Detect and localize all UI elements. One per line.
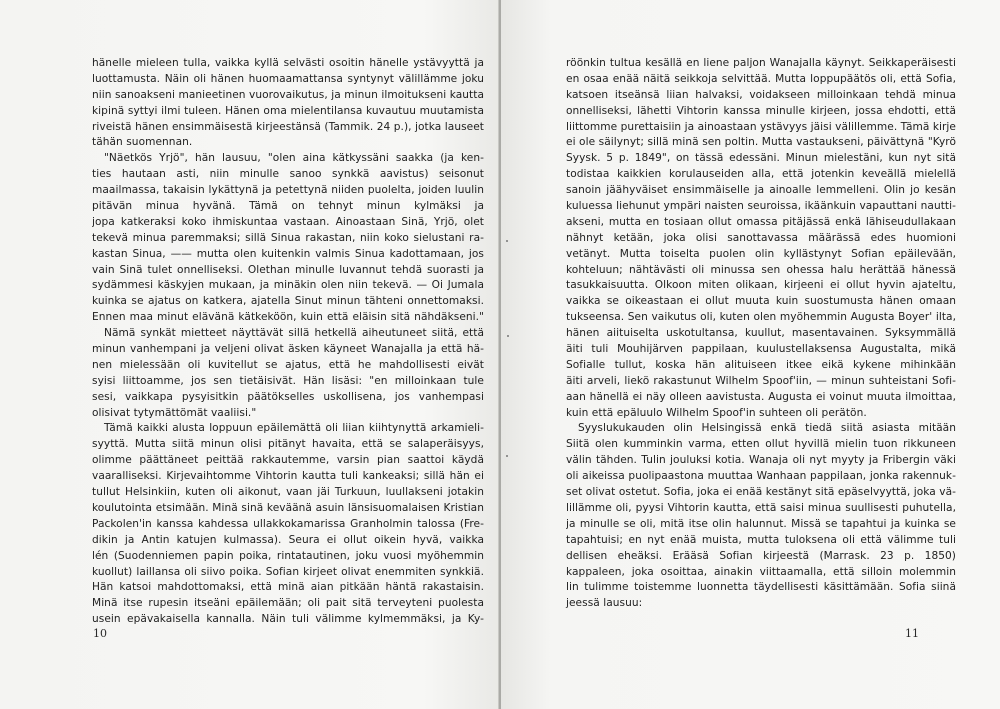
text-line: kuin että epäluulo Wilhelm Spoof'in suhteen oli perätön. [566, 406, 867, 419]
text-line: kuluessa liehunut ympäri naisten seuroissa, ikäänkuin vapauttani nautti- [566, 200, 956, 213]
text-line: kappaleen, joka osoittaa, ainakin viittaamalla, että silloin molemmin [566, 565, 956, 578]
text-line: kohteluun; nähtävästi oli minussa sen ohessa halu herättää hänessä [566, 263, 956, 276]
text-line: dikin ja Antin katujen kulmassa). Seura ei ollut oikein hyvä, vaikka [92, 533, 484, 546]
text-line: hänelle mieleen tulla, vaikka kyllä selvästi osoitin hänelle ystävyyttä ja [92, 57, 484, 69]
text-line: minun vanhempani ja veljeni olivat äsken käyneet Wanajalla ja että hä- [92, 343, 484, 356]
text-line: dellisen eheäksi. Erääsä Sofian kirjeestä (Marrask. 23 p. 1850) [566, 549, 956, 562]
text-line: Nämä synkät mietteet näyttävät sillä hetkellä aiheutuneet siitä, että [104, 327, 484, 340]
text-line: ei ole säilynyt; sillä minä sen poltin. Mutta vastaukseni, päivättynä "Kyrö [566, 136, 956, 149]
text-line: usein epävakaisella kannalla. Näin tuli välimme kylmemmäksi, ja Ky- [92, 613, 484, 626]
text-line: pitävän minua hyvänä. Tämä on tehnyt minun kylmäksi ja [92, 200, 484, 213]
text-line: tekevä minua paremmaksi; sillä Sinua rakastan, niin koko sielustani ra- [92, 231, 484, 244]
right-page-number: 11 [905, 627, 919, 640]
text-line: Ennen maa minut elävänä kätkeköön, kuin että eläisin sitä nähdäkseni." [92, 311, 484, 324]
text-line: Packolen'in kanssa kahdessa ullakkokamarissa Granholmin talossa (Fre- [92, 517, 484, 530]
text-line: syisi liittoamme, jos sen tietäisivät. Hän lisäsi: "en milloinkaan tule [92, 374, 484, 387]
left-page-number: 10 [93, 627, 107, 640]
text-line: lin tulimme toistemme luonnetta täydellisesti käsittämään. Sofia siinä [566, 581, 956, 594]
left-page [0, 0, 499, 709]
text-line: Syysk. 5 p. 1849", on tässä edessäni. Minun mielestäni, kun nyt sitä [566, 152, 956, 165]
text-line: äiti arveli, liekö rakastunut Wilhelm Spoof'iin, — minun suhteistani Sofi- [566, 374, 956, 387]
text-line: oli aikeissa puolipaastona muuttaa Wanhaan pappilaan, jonka rakennuk- [566, 470, 956, 483]
text-line: akseni, mutta en tosiaan ollut omassa pitäjässä enkä lähiseudullakaan [566, 215, 956, 228]
text-line: luottamusta. Näin oli hänen huomaamattansa syntynyt välillämme joku [92, 72, 484, 85]
text-line: ja minulle se oli, mitä itse olin halunnut. Missä se tapahtui ja kuinka se [566, 517, 956, 530]
text-line: nen mielessään oli kuvitellut se ajatus, että he mahdollisesti eivät [92, 358, 484, 371]
text-line: olisivat tytymättömät vaaliisi." [92, 406, 257, 419]
text-line: Minä itse rupesin itseäni epäilemään; oli pait sitä terveyteni puolesta [92, 597, 484, 610]
text-line: vaaralliseksi. Kirjevaihtomme Vihtorin kautta tuli kankeaksi; sillä hän ei [92, 470, 484, 483]
text-line: syyttä. Mutta siitä minun olisi pitänyt havaita, että se salaperäisyys, [92, 438, 484, 451]
text-line: Siitä olen kumminkin varma, etten ollut hyvillä mielin tuon rikkuneen [566, 438, 956, 451]
text-line: Tämä kaikki alusta loppuun epäilemättä oli liian kiihtynyttä arkamieli- [104, 422, 484, 435]
text-line: riveistä hänen ensimmäisestä kirjeestänsä (Tammik. 24 p.), jotka lauseet [92, 120, 484, 133]
text-line: nähnyt ketään, joka olisi sanottavassa määrässä edes huomioni [566, 231, 956, 244]
text-line: tukseensa. Sen vaikutus oli, kuten olen myöhemmin Augusta Boyer' ilta, [566, 311, 956, 324]
text-line: todistaa kaikkien korulauseiden alla, että jotenkin keveällä mielellä [566, 168, 956, 181]
text-line: kuinka se ajatus on katkera, ajatella Sinut minun tähteni onnettomaksi. [92, 295, 484, 308]
text-line: katsoen itseänsä liian halvaksi, voidakseen milloinkaan tehdä minua [566, 88, 956, 101]
paper-speck [506, 240, 508, 242]
right-page [501, 0, 1000, 709]
text-line: ties hautaan asti, niin minulle sanoo synkkä aavistus) seisonut [92, 168, 484, 181]
text-line: äiti tuli Mouhijärven pappilaan, kuulustellaksensa Augustalta, mikä [566, 343, 956, 356]
text-line: set olivat ostetut. Sofia, joka ei enää kestänyt sitä epäselvyyttä, joka vä- [566, 486, 956, 499]
text-line: onnelliseksi, lähetti Vihtorin kanssa minulle kirjeen, jossa ehdotti, että [566, 104, 956, 117]
text-line: tasukkaisuutta. Olkoon miten olikaan, kirjeeni ei ollut hyvin ajateltu, [566, 279, 956, 292]
paper-speck [507, 335, 509, 337]
text-line: vetänyt. Mutta toiselta puolen olin kyllästynyt Sofian epäilevään, [566, 247, 956, 260]
text-line: lén (Suodenniemen papin poika, rintatautinen, joku vuosi myöhemmin [92, 549, 484, 562]
text-line: vaikka se oikeastaan ei ollut muuta kuin suostumusta hänen omaan [566, 295, 956, 308]
text-line: jeessä lausuu: [566, 597, 643, 610]
text-line: sydämmesi käskyjen mukaan, ja minäkin olen niin tekevä. — Oi Jumala [92, 279, 484, 292]
text-line: koulutointa etsimään. Minä sinä keväänä asuin länsisuomalaisen Kristian [92, 501, 484, 514]
text-line: röönkin tultua kesällä en liene paljon Wanajalla käynyt. Seikkaperäisesti [566, 57, 956, 69]
text-line: aan hänellä ei näy olleen aavistusta. Augusta ei voinut muuta ilmoittaa, [566, 390, 956, 403]
paper-speck [506, 455, 508, 457]
text-line: tullut Helsinkiin, kuten oli aikonut, vaan jäi Turkuun, luullakseni jotakin [92, 486, 484, 499]
text-line: Syyslukukauden olin Helsingissä enkä tiedä siitä asiasta mitään [578, 422, 956, 435]
text-line: vain Sinä tulet onnelliseksi. Olethan minulle luvannut tehdä suorasti ja [92, 263, 484, 276]
text-line: maailmassa, takaisin lykättynä ja petettynä niiden puolelta, joiden luulin [92, 184, 484, 197]
text-line: tähän suomennan. [92, 136, 193, 149]
text-line: tapahtuisi; en nyt enää muista, mutta tuloksena oli että välimme tuli [566, 533, 956, 546]
text-line: sesi, vaikkapa pysyisitkin päätökselles uskollisena, jos vanhempasi [92, 390, 484, 403]
text-line: lillämme oli, pyysi Vihtorin kautta, että saisi minua suullisesti puhutella, [566, 501, 956, 514]
text-line: Sofialle tullut, koska hän alituiseen itkee eikä kykene mihinkään [566, 358, 956, 371]
text-line: kipinä syttyi ilmi tuleen. Hänen oma mielentilansa kuvautuu muutamista [92, 104, 484, 117]
text-line: sanoin jäähyväiset ensimmäiselle ja ainoalle lemmelleni. Olin jo kesän [566, 184, 956, 197]
text-line: kastan Sinua, —— mutta olen kuitenkin valmis Sinua kadottamaan, jos [92, 247, 484, 260]
text-line: "Näetkös Yrjö", hän lausuu, "olen aina kätkyssäni saakka (ja ken- [104, 152, 484, 165]
left-page-text [92, 56, 484, 628]
text-line: jopa katkeraksi koko ihmiskuntaa vastaan. Ainoastaan Sinä, Yrjö, olet [92, 215, 484, 228]
text-line: olimme päättäneet peittää rakkautemme, varsin pian saattoi käydä [92, 454, 484, 467]
text-line: kuollut) laillansa oli siivo poika. Sofian kirjeet olivat enemmiten synkkiä. [92, 565, 484, 578]
text-line: välin tähden. Tulin jouluksi kotia. Wanaja oli nyt myyty ja Fribergin väki [566, 454, 956, 467]
text-line: hänen aiituiselta uskotultansa, kuullut, masentavainen. Syksymmällä [566, 327, 956, 340]
text-line: niin sanoakseni manieetinen vuorovaikutus, ja minun ilmoitukseni kautta [92, 88, 484, 101]
text-line: Hän katsoi mahdottomaksi, että minä aian pitkään häntä rakastaisin. [92, 581, 484, 594]
text-line: liittomme purettaisiin ja ainoastaan ystävyys jäisi välillemme. Tämä kirje [566, 120, 956, 133]
right-page-text [566, 56, 956, 612]
text-line: en osaa enää näitä seikkoja selvittää. Mutta loppupäätös oli, että Sofia, [566, 72, 956, 85]
